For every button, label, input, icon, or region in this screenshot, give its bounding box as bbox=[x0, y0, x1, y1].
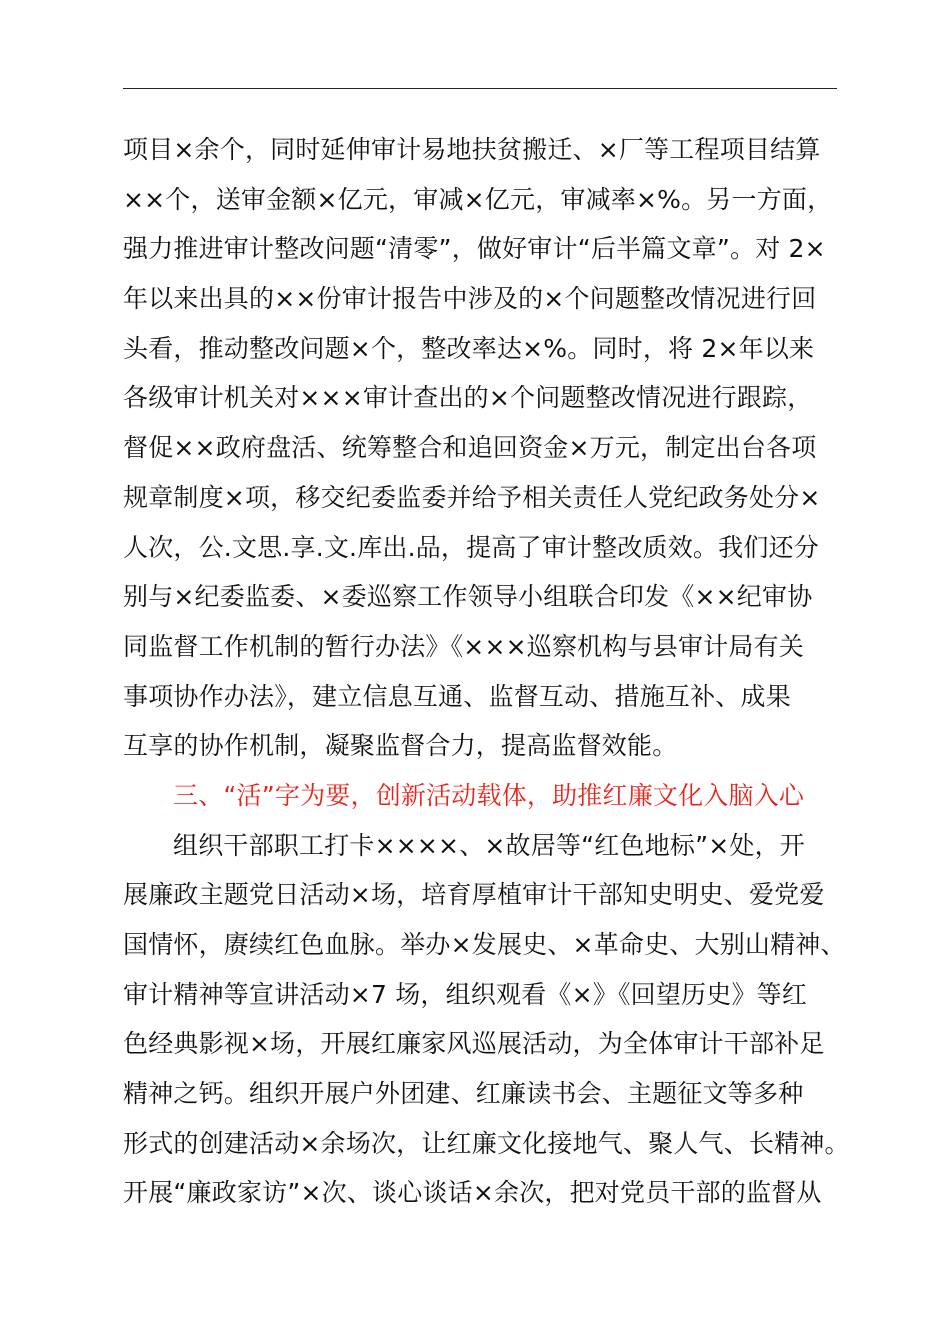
paragraph-line: 强力推进审计整改问题“清零”，做好审计“后半篇文章”。对 2× bbox=[123, 234, 826, 264]
paragraph-line: 事项协作办法》，建立信息互通、监督互动、措施互补、成果 bbox=[123, 681, 791, 711]
paragraph-line: 年以来出具的××份审计报告中涉及的×个问题整改情况进行回 bbox=[123, 284, 817, 314]
section-heading: 三、“活”字为要，创新活动载体，助推红廉文化入脑入心 bbox=[173, 780, 805, 810]
paragraph-line: 组织干部职工打卡××××、×故居等“红色地标”×处，开 bbox=[173, 830, 805, 860]
paragraph-line: 国情怀，赓续红色血脉。举办×发展史、×革命史、大别山精神、 bbox=[123, 930, 846, 959]
paragraph-line: 色经典影视×场，开展红廉家风巡展活动，为全体审计干部补足 bbox=[123, 1029, 825, 1059]
paragraph-line: 各级审计机关对×××审计查出的×个问题整改情况进行跟踪， bbox=[123, 383, 813, 413]
paragraph-line: 审计精神等宣讲活动×7 场，组织观看《×》《回望历史》等红 bbox=[123, 979, 808, 1009]
document-body bbox=[123, 125, 850, 1218]
paragraph-line: ××个，送审金额×亿元，审减×亿元，审减率×%。另一方面， bbox=[123, 184, 833, 214]
paragraph-line: 形式的创建活动×余场次，让红廉文化接地气、聚人气、长精神。 bbox=[123, 1128, 850, 1158]
paragraph-line: 开展“廉政家访”×次、谈心谈话×余次，把对党员干部的监督从 bbox=[123, 1178, 822, 1208]
paragraph-line: 互享的协作机制，凝聚监督合力，提高监督效能。 bbox=[123, 731, 678, 761]
paragraph-line: 人次，公.文思.享.文.库出.品，提高了审计整改质效。我们还分 bbox=[123, 532, 819, 562]
paragraph-line: 规章制度×项，移交纪委监委并给予相关责任人党纪政务处分× bbox=[123, 482, 821, 512]
paragraph-line: 精神之钙。组织开展户外团建、红廉读书会、主题征文等多种 bbox=[123, 1079, 804, 1109]
paragraph-line: 展廉政主题党日活动×场，培育厚植审计干部知史明史、爱党爱 bbox=[123, 880, 825, 910]
paragraph-line: 头看，推动整改问题×个，整改率达×%。同时，将 2×年以来 bbox=[123, 333, 815, 363]
paragraph-audit-rectification bbox=[123, 125, 843, 771]
header-rule bbox=[123, 88, 837, 89]
paragraph-red-culture-activities bbox=[123, 821, 850, 1219]
paragraph-line: 别与×纪委监委、×委巡察工作领导小组联合印发《××纪审协 bbox=[123, 582, 813, 612]
paragraph-line: 同监督工作机制的暂行办法》《×××巡察机构与县审计局有关 bbox=[123, 631, 804, 661]
paragraph-line: 督促××政府盘活、统筹整合和追回资金×万元，制定出台各项 bbox=[123, 433, 817, 463]
paragraph-line: 项目×余个，同时延伸审计易地扶贫搬迁、×厂等工程项目结算 bbox=[123, 135, 821, 164]
